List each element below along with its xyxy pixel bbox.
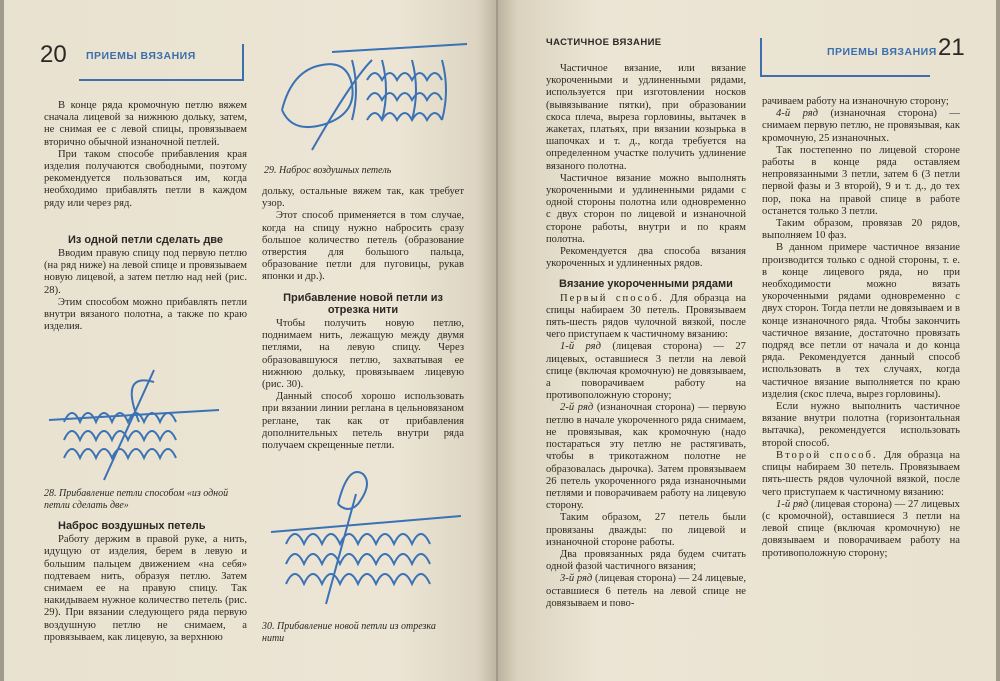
paragraph: Два провязанных ряда будем считать одной фазой частичного вязания; (546, 548, 746, 573)
row-label: 3-й ряд (560, 573, 593, 585)
paragraph: рачиваем работу на изнаночную сторону; (762, 96, 949, 107)
paragraph: Таким образом, 27 петель были провязаны дважды: по лицевой и изнаночной стороне работы. (546, 512, 746, 548)
section-title: Из одной петли сделать две (67, 233, 224, 246)
column-left-2 (262, 186, 464, 452)
paragraph: Рекомендуется два способа вязания укороченных и удлиненных рядов. (546, 246, 746, 270)
row-label: 4-й ряд (776, 108, 819, 120)
row-label: 1-й ряд (560, 341, 601, 353)
paragraph: (лицевая сторона) — 27 лицевых (с кромочной), оставшиеся 3 петли на левой спице (включая кромочную) не довязываем и поворачиваем работу на противоположную сторону; (762, 498, 960, 559)
column-left-1-bottom (44, 520, 247, 644)
paragraph: Так постепенно по лицевой стороне работы в конце ряда оставляем непровязанными 3 петли, затем 6 (3 петли первой фазы и 3 второй), 9 и т. д., до тех пор, пока на правой спице в работе останется только 3 петли. (762, 144, 960, 217)
column-right-1 (546, 63, 746, 610)
paragraph: Для образца на спицы набираем 30 петель. Провязываем пять-шесть рядов чулочной вязкой, после чего приступаем к частичному вязанию: (762, 449, 960, 498)
header-rule (79, 79, 244, 81)
figure-29-caption: 29. Наброс воздушных петель (264, 165, 392, 176)
paragraph: Чтобы получить новую петлю, поднимаем нить, лежащую между двумя петлями, на левую спицу. Через образовавшуюся петлю, захватывая ее нижнюю дольку, провязываем лицевую (рис. 30). (262, 318, 464, 391)
paragraph: (лицевая сторона) — 27 лицевых, оставшиеся 3 петли на левой спице (включая кромочную) не довязываем, а поворачиваем работу на противоположную сторону; (546, 341, 746, 402)
page-header: ПРИЕМЫ ВЯЗАНИЯ (86, 50, 196, 62)
paragraph: В конце ряда кромочную петлю вяжем сначала лицевой за нижнюю дольку, затем, не снимая ее с левой спицы, провязываем вторично обычной изнаночной петлей. (44, 100, 247, 148)
paragraph: Вводим правую спицу под первую петлю (на ряд ниже) на левой спице и провязываем новую лицевой, а затем петлю над ней (рис. 28). (44, 248, 247, 296)
paragraph: В данном примере частичное вязание производится только с одной стороны, т. е. в конце лицевого ряда, но при необходимости можно вязать укороченными рядами одновременно с двух сторон. Тогда петли не довязываем и в конце изнаночного ряда. Чтобы закончить частичное вязание, достаточно провязать подряд все петли от начала и до конца ряда. Рекомендуется данный способ использовать в тех случаях, когда частичное вязание выполняется по краю изделия (скос плеча, вырез горловины). (762, 242, 960, 400)
column-right-2 (762, 96, 960, 560)
paragraph: Частичное вязание, или вязание укороченными и удлиненными рядами, используется при изготовлении носков (вывязывание пятки), при образовании скоса плеча, выреза горловины, вытачек в жакетах, платьях, при вязании козырька в шапочках и т. д., когда требуется на определенном участке получить удлинение вязаного полотна. (546, 63, 746, 172)
paragraph: Работу держим в правой руке, а нить, идущую от изделия, берем в левую и большим пальцем движением «на себя» подтеваем нить, образуя петлю. Затем снимаем ее на правую спицу. Так накидываем нужное количество петель (рис. 29). При вязании следующего ряда первую воздушную петлю не снимаем, а провязываем, как лицевую, за верхнюю (44, 534, 247, 643)
section-title: Прибавление новой петли из отрезка нити (283, 291, 443, 316)
figure-30-illustration (266, 464, 466, 614)
method-label: Первый способ. (560, 292, 664, 304)
paragraph: Если нужно выполнить частичное вязание внутри полотна (горизонтальная вытачка), рекомендуется использовать второй способ. (762, 401, 960, 449)
paragraph: Этот способ применяется в том случае, когда на спицу нужно набросить сразу большое количество петель (образование отверстия для большого пальца, образование петли для пуговицы, рукав японки и др.). (262, 210, 464, 283)
method-label: Второй способ. (776, 449, 878, 461)
paragraph: Этим способом можно прибавлять петли внутри вязаного полотна, а также по краю изделия. (44, 296, 247, 333)
page-number: 21 (938, 34, 965, 61)
section-title: Наброс воздушных петель (58, 520, 206, 532)
running-head: ЧАСТИЧНОЕ ВЯЗАНИЕ (546, 37, 662, 48)
left-page (4, 0, 496, 681)
figure-29-illustration (272, 40, 472, 158)
column-left-1 (44, 100, 247, 333)
paragraph: (изнаночная сторона) — снимаем первую петлю, не провязывая, как кромочную, 25 изнаночных. (762, 108, 961, 144)
paragraph: Таким образом, провязав 20 рядов, выполняем 10 фаз. (762, 218, 960, 242)
section-title: Вязание укороченными рядами (559, 278, 733, 291)
header-rule (760, 75, 930, 77)
figure-28-illustration (44, 362, 224, 484)
paragraph: Данный способ хорошо использовать при вязании линии реглана в цельновязаном реглане, так как от прибавления дополнительных петель внутри ряда получаем скрещенные петли. (262, 391, 464, 452)
row-label: 1-й ряд (776, 498, 809, 510)
header-rule-vertical (760, 38, 762, 76)
figure-30-caption: 30. Прибавление новой петли из отрезка нити (262, 621, 436, 644)
figure-28-caption: 28. Прибавление петли способом «из одной петли сделать две» (44, 488, 229, 511)
paragraph: Для образца на спицы набираем 30 петель. Провязываем пять-шесть рядов чулочной вязкой, после чего приступаем к частичному вязанию: (546, 292, 747, 341)
header-rule-vertical (242, 44, 244, 80)
paragraph: дольку, остальные вяжем так, как требует узор. (262, 186, 464, 210)
paragraph: При таком способе прибавления края изделия получаются свободными, поэтому рекомендуется пользоваться им, когда необходимо прибавлять петли в каждом ряду или через ряд. (44, 148, 247, 209)
page-number: 20 (40, 41, 67, 68)
row-label: 2-й ряд (560, 402, 594, 414)
paragraph: (изнаночная сторона) — первую петлю в начале укороченного ряда снимаем, не провязывая, как кромочную (надо постараться эту петлю не растягивать, чтобы в трикотажном полотне не образовалась дырочка). Затем провязываем 26 петель укороченного ряда изнаночными петлями и поворачиваем работу на лицевую сторону. (546, 402, 747, 512)
right-page (498, 0, 996, 681)
paragraph: (лицевая сторона) — 24 лицевые, оставшиеся 6 петель на левой спице не довязываем и пово- (546, 573, 746, 609)
paragraph: Частичное вязание можно выполнять укороченными и удлиненными рядами с одной стороны полотна или одновременно с двух сторон по лицевой и изнаночной стороне работы, внутри и по краям полотна. (546, 172, 746, 245)
page-header: ПРИЕМЫ ВЯЗАНИЯ (827, 46, 937, 58)
